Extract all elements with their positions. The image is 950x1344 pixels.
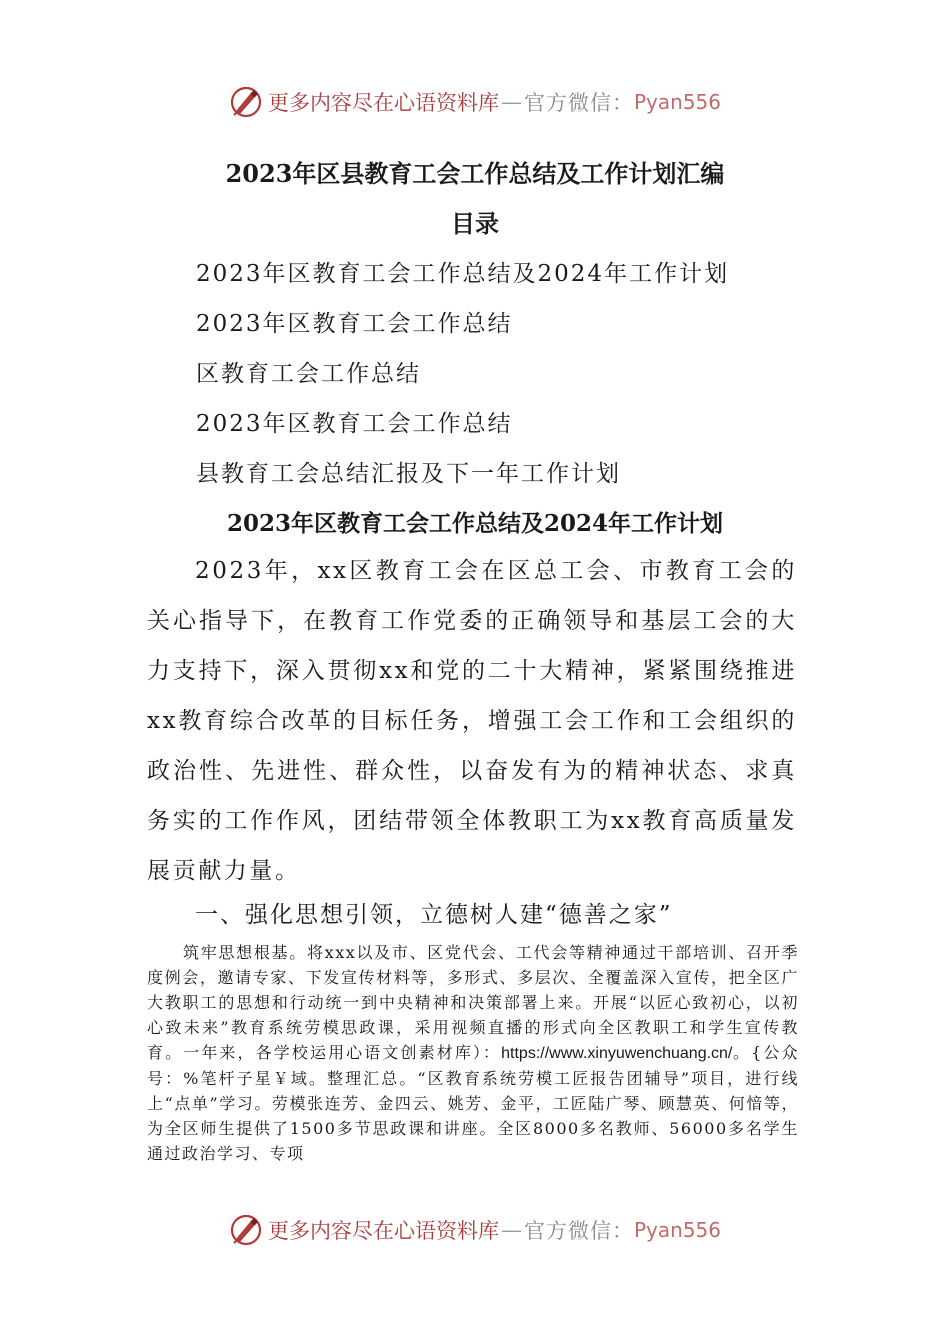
body-paragraph xyxy=(147,940,799,1166)
banner-wechat-id: Pyan556 xyxy=(634,1218,722,1242)
pen-logo-icon xyxy=(228,1212,264,1248)
toc-item: 2023年区教育工会工作总结 xyxy=(196,411,513,437)
banner-wechat-id: Pyan556 xyxy=(634,90,722,114)
body-url: https://www.xinyuwenchuang.cn/ xyxy=(501,1045,733,1062)
footer-banner xyxy=(228,1210,748,1250)
intro-paragraph: 2023年，xx区教育工会在区总工会、市教育工会的关心指导下，在教育工作党委的正确领导和基层工会的大力支持下，深入贯彻xx和党的二十大精神，紧紧围绕推进xx教育综合改革的目标任务，增强工会工作和工会组织的政治性、先进性、群众性，以奋发有为的精神状态、求真务实的工作作风，团结带领全体教职工为xx教育高质量发展贡献力量。 xyxy=(147,558,797,884)
banner-suffix: 官方微信： xyxy=(524,1219,634,1243)
banner-text: 更多内容尽在心语资料库 xyxy=(268,1219,499,1243)
section-title: 2023年区教育工会工作总结及2024年工作计划 xyxy=(226,510,724,537)
header-banner xyxy=(228,82,748,122)
banner-suffix: 官方微信： xyxy=(524,91,634,115)
heading-1: 一、强化思想引领，立德树人建“德善之家” xyxy=(195,902,673,928)
body-text-part1: 筑牢思想根基。将xxx以及市、区党代会、工代会等精神通过干部培训、召开季度例会，邀请专家、下发宣传材料等，多形式、多层次、全覆盖深入宣传，把全区广大教职工的思想和行动统一到中央精神和决策部署上来。开展“以匠心致初心，以初心致未来”教育系统劳模思政课，采用视频直播的形式向全区教职工和学生宣传教育。一年来，各学校运用心语文创素材库）： xyxy=(147,943,799,1062)
toc-item: 区教育工会工作总结 xyxy=(196,361,421,387)
toc-item: 2023年区教育工会工作总结及2024年工作计划 xyxy=(196,261,730,287)
toc-heading: 目录 xyxy=(451,209,499,238)
body-text-part2: 。{公众号：%笔杆子星￥域。整理汇总。“区教育系统劳模工匠报告团辅导”项目，进行线上“点单”学习。劳模张连芳、金四云、姚芳、金平，工匠陆广琴、顾慧英、何愔等，为全区师生提供了1500多节思政课和讲座。全区8000多名教师、56000多名学生通过政治学习、专项 xyxy=(147,1043,799,1163)
document-title: 2023年区县教育工会工作总结及工作计划汇编 xyxy=(225,159,725,188)
toc-item: 县教育工会总结汇报及下一年工作计划 xyxy=(196,461,621,487)
pen-logo-icon xyxy=(228,84,264,120)
banner-text: 更多内容尽在心语资料库 xyxy=(268,91,499,115)
toc-item: 2023年区教育工会工作总结 xyxy=(196,311,513,337)
banner-dash: — xyxy=(501,90,522,114)
banner-dash: — xyxy=(501,1218,522,1242)
